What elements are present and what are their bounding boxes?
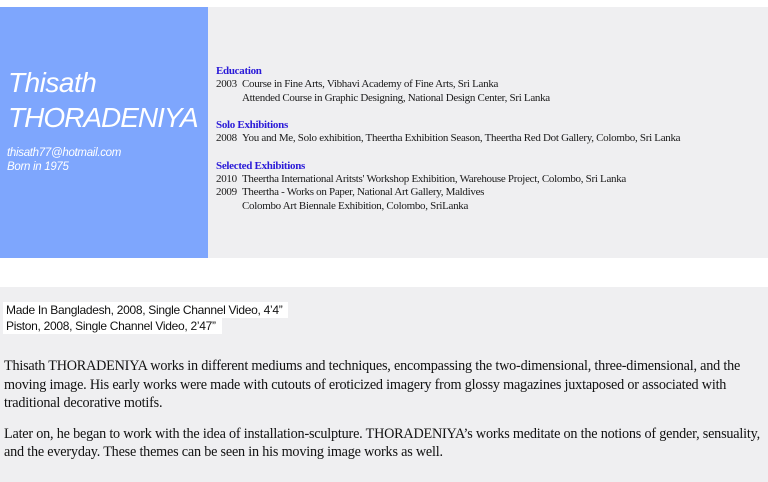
artist-first-name: Thisath bbox=[8, 67, 97, 98]
cv-row bbox=[216, 78, 680, 92]
artist-email: thisath77@hotmail.com bbox=[7, 147, 122, 159]
cv-section-solo-exhibitions bbox=[216, 118, 680, 146]
works-panel bbox=[0, 287, 768, 482]
cv-entry: Theertha - Works on Paper, National Art Gallery, Maldives bbox=[242, 186, 485, 198]
bio-paragraph: Thisath THORADENIYA works in different mediums and techniques, encompassing the two-dimensional, three-dimensional, and the moving image. His early works were made with cutouts of eroticized imagery from glossy magazines juxtaposed or associated with traditional decorative motifs. bbox=[4, 358, 741, 411]
cv-heading-solo-exhibitions: Solo Exhibitions bbox=[216, 119, 288, 131]
cv-year bbox=[216, 200, 242, 214]
artist-last-name: THORADENIYA bbox=[8, 102, 198, 133]
cv-entry: Course in Fine Arts, Vibhavi Academy of Fine Arts, Sri Lanka bbox=[242, 78, 499, 90]
cv-heading-selected-exhibitions: Selected Exhibitions bbox=[216, 159, 306, 172]
cv-panel bbox=[0, 7, 768, 258]
cv-year: 2003 bbox=[216, 78, 237, 90]
cv-entry: Theertha International Aritsts' Workshop Exhibition, Warehouse Project, Colombo, Sri Lanka bbox=[242, 172, 627, 185]
cv-year: 2008 bbox=[216, 132, 237, 144]
cv-year: 2010 bbox=[216, 172, 237, 185]
cv-heading-education: Education bbox=[216, 65, 262, 77]
cv-year bbox=[216, 92, 242, 106]
cv-row bbox=[216, 186, 680, 200]
cv-row bbox=[216, 92, 680, 106]
works-list bbox=[3, 302, 288, 334]
cv-section-education bbox=[216, 64, 680, 105]
cv-row bbox=[216, 132, 680, 146]
bio-paragraph: Later on, he began to work with the idea of installation-sculpture. THORADENIYA’s works meditate on the notions of gender, sensuality, and the everyday. These themes can be seen in his moving image works as well. bbox=[4, 425, 760, 460]
cv-row bbox=[216, 200, 680, 214]
cv-year: 2009 bbox=[216, 186, 237, 198]
artist-bio bbox=[4, 357, 768, 474]
artist-name-card bbox=[0, 7, 208, 258]
artist-birth-year: Born in 1975 bbox=[7, 161, 69, 173]
cv-list bbox=[216, 64, 680, 226]
cv-row bbox=[216, 173, 680, 187]
cv-entry: Attended Course in Graphic Designing, National Design Center, Sri Lanka bbox=[242, 91, 550, 104]
cv-section-selected-exhibitions bbox=[216, 159, 680, 214]
cv-entry: Colombo Art Biennale Exhibition, Colombo, SriLanka bbox=[242, 199, 469, 212]
work-item: Piston, 2008, Single Channel Video, 2’47” bbox=[3, 318, 222, 334]
cv-entry: You and Me, Solo exhibition, Theertha Exhibition Season, Theertha Red Dot Gallery, Colombo, Sri Lanka bbox=[242, 132, 681, 144]
work-item: Made In Bangladesh, 2008, Single Channel Video, 4’4” bbox=[3, 302, 288, 318]
